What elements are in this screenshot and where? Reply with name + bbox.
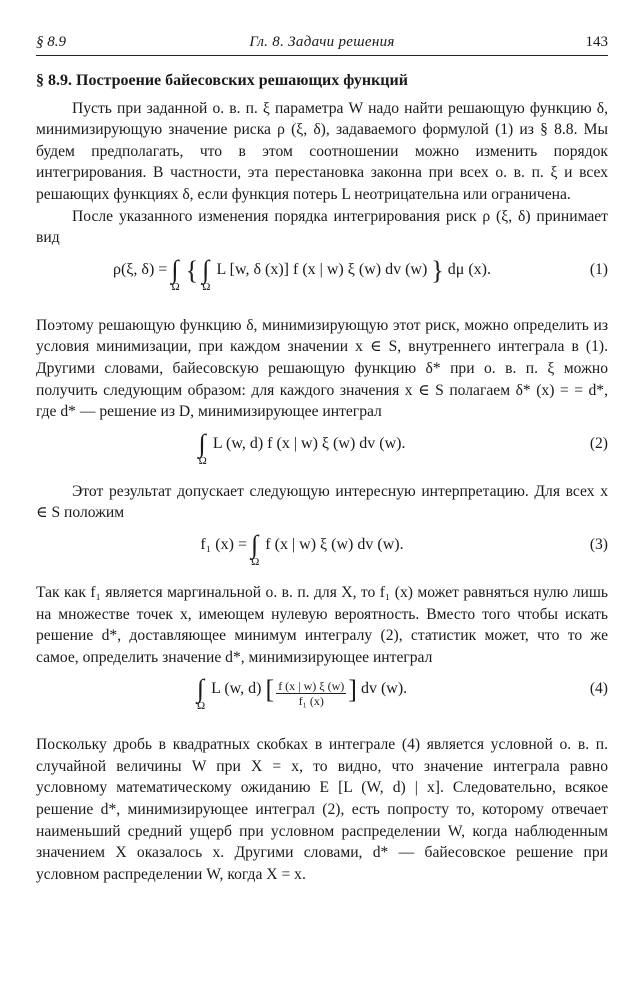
integral-sign-icon: ∫	[202, 254, 210, 284]
eq1-lhs: ρ(ξ, δ) =	[112, 260, 168, 278]
eq4-fraction	[276, 679, 346, 708]
eq4-pre: L (w, d)	[211, 680, 262, 698]
paragraph-1: Пусть при заданной о. в. п. ξ параметра W надо найти решающую функцию δ, минимизирующую значение риска ρ (ξ, δ), задаваемого формулой (1) из § 8.8. Мы будем предполагать, что в этом соотношении можно изменить порядок интегрирования. В частности, эта перестановка законна при всех о. в. п. ξ и всех решающих функциях δ, если функция потерь L неотрицательна или ограничена.	[36, 99, 608, 203]
equation-4	[36, 674, 608, 728]
eq3-lhs: f₁ (x) =	[200, 535, 247, 553]
eq4-numerator: f (x | w) ξ (w)	[278, 679, 345, 694]
section-title: § 8.9. Построение байесовских решающих функций	[36, 72, 408, 89]
eq4-domain: Ω	[196, 700, 206, 713]
eq3-domain: Ω	[251, 555, 260, 568]
running-header	[36, 34, 608, 56]
header-chapter: Гл. 8. Задачи решения	[249, 34, 395, 50]
integral-sign-icon: ∫	[171, 254, 179, 284]
eq4-denominator: f₁ (x)	[298, 694, 324, 709]
paragraph-2: После указанного изменения порядка интегрирования риск ρ (ξ, δ) принимает вид	[36, 207, 608, 247]
header-section: § 8.9	[36, 34, 66, 50]
page-body	[36, 70, 608, 885]
eq2-body: L (w, d) f (x | w) ξ (w) dv (w).	[212, 434, 406, 452]
header-rule	[36, 55, 608, 56]
eq3-number: (3)	[589, 535, 608, 553]
eq4-number: (4)	[589, 680, 608, 698]
integral-sign-icon: ∫	[250, 529, 259, 559]
eq1-domain-inner: Ω	[202, 280, 211, 293]
integral-sign-icon: ∫	[196, 674, 204, 704]
eq2-number: (2)	[589, 434, 608, 452]
integral-sign-icon: ∫	[198, 428, 206, 458]
eq1-inner: L [w, δ (x)] f (x | w) ξ (w) dv (w)	[216, 260, 428, 278]
page-number: 143	[585, 34, 608, 50]
paragraph-5: Так как f₁ является маргинальной о. в. п. для X, то f₁ (x) может равняться нулю лишь на множестве точек x, имеющем нулевую вероятность. Вместо того чтобы искать решение d*, доставляющее минимум интегралу (2), статистик может, что то же самое, определить значение d*, минимизирующее интеграл	[36, 583, 608, 666]
equation-3	[36, 530, 608, 576]
left-bracket-icon: [	[265, 675, 275, 705]
equation-2	[36, 429, 608, 475]
right-brace-icon: }	[431, 255, 444, 285]
eq4-post: dv (w).	[360, 680, 408, 698]
eq2-domain: Ω	[198, 454, 207, 467]
paragraph-3: Поэтому решающую функцию δ, минимизирующую этот риск, можно определить из условия минимизации, при каждом значении x ∈ S, внутреннего интеграла в (1). Другими словами, байесовскую решающую функцию δ* при о. в. п. ξ можно получить следующим образом: для каждого значения x ∈ S полагаем δ* (x) = = d*, где d* — решение из D, минимизирующее интеграл	[36, 316, 608, 421]
equation-1	[36, 255, 608, 309]
left-brace-icon: {	[185, 255, 199, 285]
eq1-outer: dμ (x).	[447, 260, 491, 278]
paragraph-6: Поскольку дробь в квадратных скобках в интеграле (4) является условной о. в. п. случайной величины W при X = x, то видно, что значение интеграла равно условному математическому ожиданию E [L (W, d) | x]. Следовательно, всякое решение d*, минимизирующее интеграл (2), есть попросту то, которому отвечает наименьший средний ущерб при условном распределении W, когда наблюденным значением X оказалось x. Другими словами, d* — байесовское решение при условном распределении W, когда X = x.	[36, 736, 608, 883]
eq1-number: (1)	[589, 260, 608, 278]
paragraph-4: Этот результат допускает следующую интересную интерпретацию. Для всех x ∈ S положим	[36, 482, 608, 522]
eq1-domain-outer: Ω	[171, 280, 180, 293]
right-bracket-icon: ]	[348, 675, 357, 705]
eq3-body: f (x | w) ξ (w) dv (w).	[265, 535, 404, 553]
